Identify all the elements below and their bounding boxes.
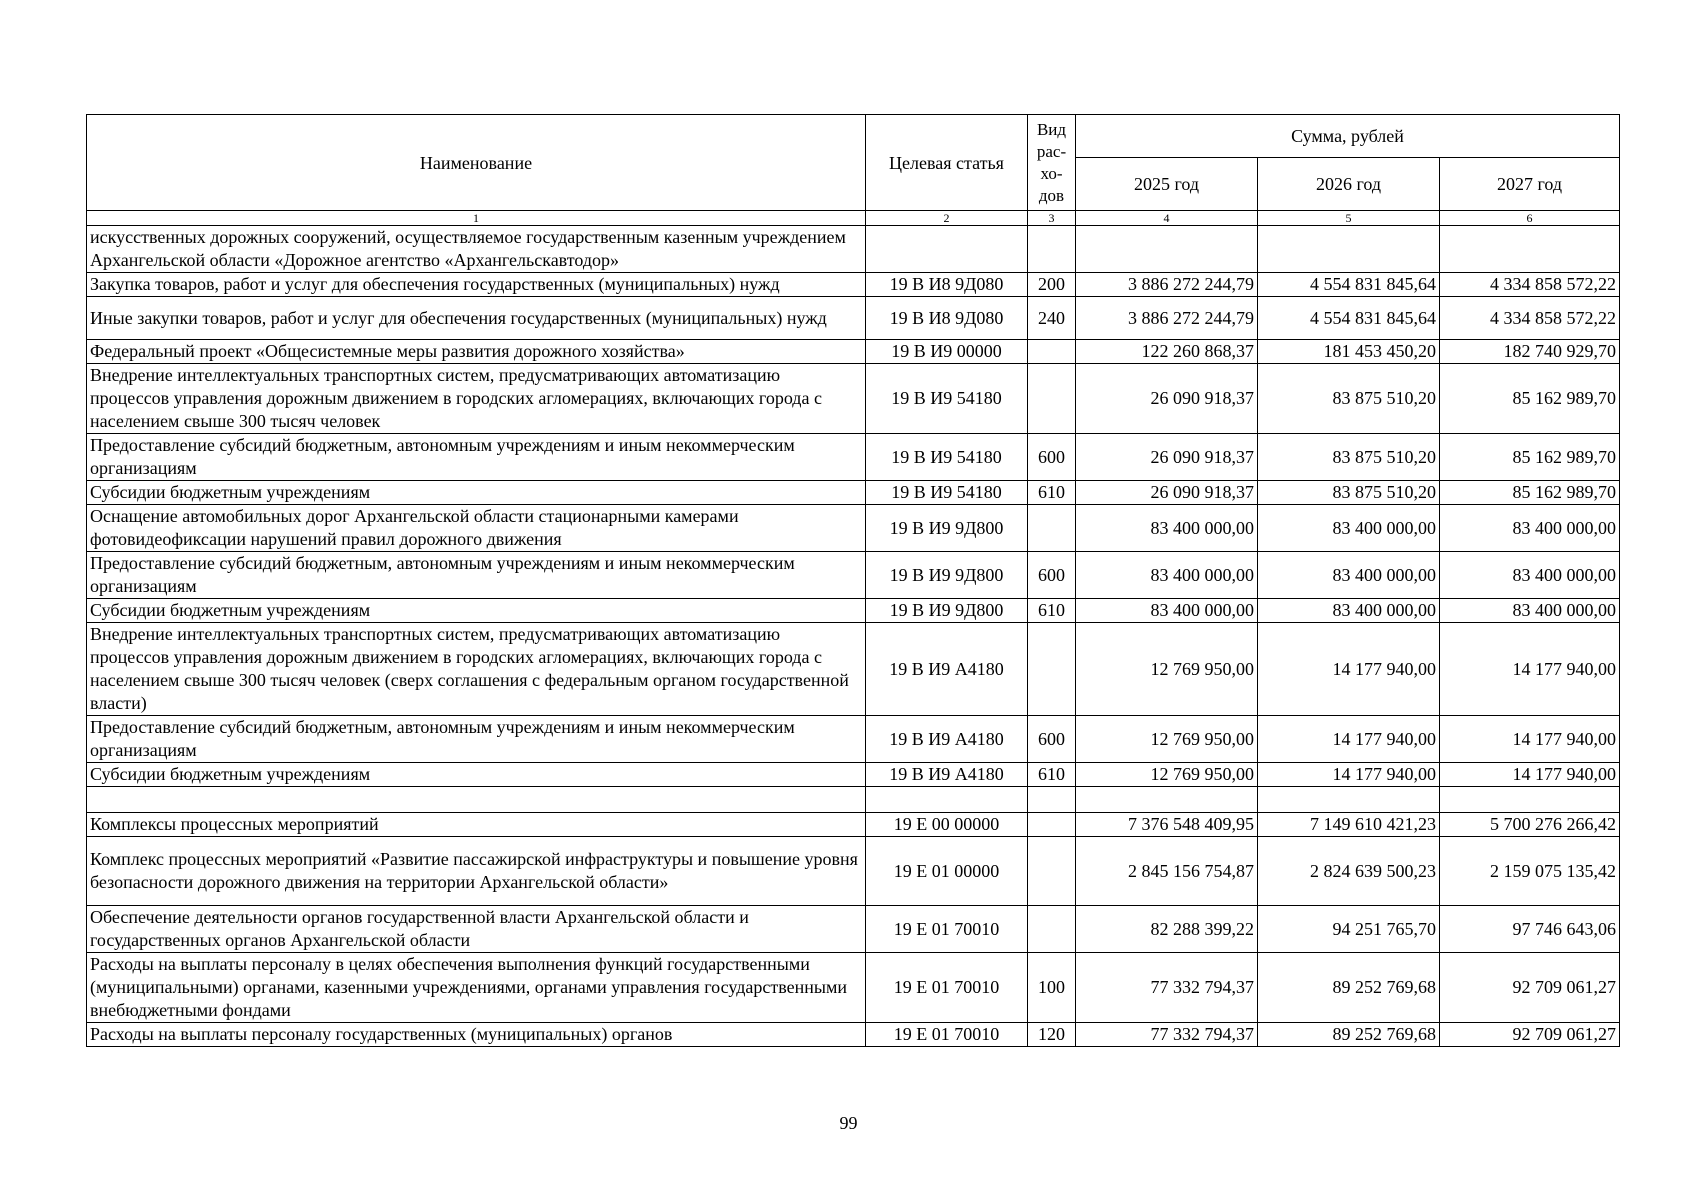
table-row	[87, 297, 1620, 340]
row-name: Внедрение интеллектуальных транспортных систем, предусматривающих автоматизацию процессов управления дорожным движением в городских агломерациях, включающих города с населением свыше 300 тысяч человек	[87, 364, 866, 434]
row-amount-2025: 82 288 399,22	[1076, 906, 1258, 953]
row-amount-2027: 83 400 000,00	[1440, 599, 1620, 623]
row-amount-2026: 7 149 610 421,23	[1258, 813, 1440, 837]
row-expense-type: 610	[1028, 481, 1076, 505]
row-name: Комплекс процессных мероприятий «Развитие пассажирской инфраструктуры и повышение уровня безопасности дорожного движения на территории Архангельской области»	[87, 837, 866, 906]
table-row	[87, 599, 1620, 623]
table-row	[87, 273, 1620, 297]
header-year-2026: 2026 год	[1258, 158, 1440, 211]
row-name: Федеральный проект «Общесистемные меры развития дорожного хозяйства»	[87, 340, 866, 364]
row-amount-2026: 14 177 940,00	[1258, 763, 1440, 787]
row-name: Обеспечение деятельности органов государственной власти Архангельской области и государственных органов Архангельской области	[87, 906, 866, 953]
row-name: Расходы на выплаты персоналу в целях обеспечения выполнения функций государственными (муниципальными) органами, казенными учреждениями, органами управления государственными внебюджетными фондами	[87, 953, 866, 1023]
table-row	[87, 364, 1620, 434]
row-expense-type: 610	[1028, 763, 1076, 787]
row-amount-2026: 83 875 510,20	[1258, 364, 1440, 434]
row-amount-2026: 83 400 000,00	[1258, 552, 1440, 599]
row-amount-2027: 97 746 643,06	[1440, 906, 1620, 953]
row-target-article: 19 Е 01 70010	[866, 953, 1028, 1023]
row-amount-2025: 83 400 000,00	[1076, 505, 1258, 552]
row-amount-2025: 12 769 950,00	[1076, 716, 1258, 763]
row-amount-2025: 122 260 868,37	[1076, 340, 1258, 364]
row-name: Закупка товаров, работ и услуг для обеспечения государственных (муниципальных) нужд	[87, 273, 866, 297]
row-expense-type	[1028, 340, 1076, 364]
table-row	[87, 813, 1620, 837]
row-target-article: 19 В И9 00000	[866, 340, 1028, 364]
header-expense-type-line: дов	[1038, 185, 1065, 205]
header-target-article: Целевая статья	[866, 115, 1028, 211]
row-amount-2026: 181 453 450,20	[1258, 340, 1440, 364]
row-expense-type	[1028, 906, 1076, 953]
row-amount-2027: 83 400 000,00	[1440, 552, 1620, 599]
header-expense-type-line: Вид	[1036, 119, 1067, 139]
row-amount-2027: 4 334 858 572,22	[1440, 297, 1620, 340]
row-amount-2026: 94 251 765,70	[1258, 906, 1440, 953]
row-name: Субсидии бюджетным учреждениям	[87, 599, 866, 623]
row-amount-2026: 14 177 940,00	[1258, 623, 1440, 716]
row-target-article	[866, 787, 1028, 813]
row-amount-2026: 89 252 769,68	[1258, 953, 1440, 1023]
table-row	[87, 1023, 1620, 1047]
row-amount-2025: 26 090 918,37	[1076, 364, 1258, 434]
table-row	[87, 340, 1620, 364]
row-expense-type	[1028, 226, 1076, 273]
row-expense-type: 600	[1028, 552, 1076, 599]
row-target-article: 19 В И9 9Д800	[866, 505, 1028, 552]
row-target-article: 19 Е 01 70010	[866, 1023, 1028, 1047]
row-amount-2026: 4 554 831 845,64	[1258, 297, 1440, 340]
table-row	[87, 787, 1620, 813]
row-name: искусственных дорожных сооружений, осуществляемое государственным казенным учреждением Архангельской области «Дорожное агентство «Архангельскавтодор»	[87, 226, 866, 273]
row-amount-2025: 3 886 272 244,79	[1076, 273, 1258, 297]
row-target-article: 19 В И9 54180	[866, 364, 1028, 434]
row-amount-2025: 12 769 950,00	[1076, 623, 1258, 716]
row-amount-2025: 2 845 156 754,87	[1076, 837, 1258, 906]
row-name: Субсидии бюджетным учреждениям	[87, 763, 866, 787]
row-expense-type	[1028, 505, 1076, 552]
row-expense-type	[1028, 813, 1076, 837]
row-target-article: 19 В И9 54180	[866, 434, 1028, 481]
row-amount-2027: 14 177 940,00	[1440, 716, 1620, 763]
row-amount-2025: 77 332 794,37	[1076, 953, 1258, 1023]
row-expense-type: 610	[1028, 599, 1076, 623]
row-amount-2027: 85 162 989,70	[1440, 481, 1620, 505]
row-amount-2027: 182 740 929,70	[1440, 340, 1620, 364]
row-expense-type: 200	[1028, 273, 1076, 297]
table-row	[87, 763, 1620, 787]
row-amount-2026: 4 554 831 845,64	[1258, 273, 1440, 297]
row-amount-2025	[1076, 226, 1258, 273]
header-expense-type-line: рас-	[1036, 141, 1067, 161]
table-row	[87, 837, 1620, 906]
table-row	[87, 505, 1620, 552]
page-number: 99	[839, 1113, 858, 1133]
row-amount-2026: 89 252 769,68	[1258, 1023, 1440, 1047]
row-expense-type: 100	[1028, 953, 1076, 1023]
row-amount-2026: 83 875 510,20	[1258, 481, 1440, 505]
row-target-article: 19 Е 00 00000	[866, 813, 1028, 837]
row-amount-2025: 77 332 794,37	[1076, 1023, 1258, 1047]
row-amount-2027: 83 400 000,00	[1440, 505, 1620, 552]
row-amount-2026	[1258, 787, 1440, 813]
row-name: Предоставление субсидий бюджетным, автономным учреждениям и иным некоммерческим организациям	[87, 434, 866, 481]
column-index: 6	[1440, 211, 1620, 226]
row-amount-2027: 92 709 061,27	[1440, 953, 1620, 1023]
row-target-article: 19 В И9 А4180	[866, 623, 1028, 716]
row-name: Предоставление субсидий бюджетным, автономным учреждениям и иным некоммерческим организациям	[87, 716, 866, 763]
row-name: Комплексы процессных мероприятий	[87, 813, 866, 837]
row-amount-2026: 14 177 940,00	[1258, 716, 1440, 763]
row-expense-type: 600	[1028, 434, 1076, 481]
row-amount-2025: 26 090 918,37	[1076, 481, 1258, 505]
header-expense-type-line: хо-	[1040, 163, 1063, 183]
row-name: Оснащение автомобильных дорог Архангельской области стационарными камерами фотовидеофиксации нарушений правил дорожного движения	[87, 505, 866, 552]
row-amount-2025	[1076, 787, 1258, 813]
row-amount-2025: 3 886 272 244,79	[1076, 297, 1258, 340]
row-expense-type: 600	[1028, 716, 1076, 763]
column-index: 1	[87, 211, 866, 226]
row-target-article: 19 В И9 А4180	[866, 716, 1028, 763]
table-row	[87, 716, 1620, 763]
row-amount-2025: 83 400 000,00	[1076, 552, 1258, 599]
row-target-article: 19 В И9 54180	[866, 481, 1028, 505]
row-name: Расходы на выплаты персоналу государственных (муниципальных) органов	[87, 1023, 866, 1047]
row-amount-2027: 85 162 989,70	[1440, 434, 1620, 481]
row-target-article: 19 Е 01 00000	[866, 837, 1028, 906]
header-name: Наименование	[87, 115, 866, 211]
row-amount-2027: 14 177 940,00	[1440, 623, 1620, 716]
row-name: Субсидии бюджетным учреждениям	[87, 481, 866, 505]
table-body	[87, 226, 1620, 1047]
row-amount-2027: 2 159 075 135,42	[1440, 837, 1620, 906]
row-target-article: 19 В И9 9Д800	[866, 552, 1028, 599]
row-amount-2025: 12 769 950,00	[1076, 763, 1258, 787]
row-amount-2025: 7 376 548 409,95	[1076, 813, 1258, 837]
row-name: Внедрение интеллектуальных транспортных систем, предусматривающих автоматизацию процессов управления дорожным движением в городских агломерациях, включающих города с населением свыше 300 тысяч человек (сверх соглашения с федеральным органом государственной власти)	[87, 623, 866, 716]
row-amount-2027: 14 177 940,00	[1440, 763, 1620, 787]
row-amount-2027: 5 700 276 266,42	[1440, 813, 1620, 837]
row-expense-type: 120	[1028, 1023, 1076, 1047]
row-amount-2025: 83 400 000,00	[1076, 599, 1258, 623]
table-row	[87, 552, 1620, 599]
row-amount-2026	[1258, 226, 1440, 273]
row-expense-type	[1028, 837, 1076, 906]
row-amount-2027	[1440, 787, 1620, 813]
column-index-row	[87, 211, 1620, 226]
row-target-article	[866, 226, 1028, 273]
column-index: 3	[1028, 211, 1076, 226]
row-name	[87, 787, 866, 813]
row-amount-2026: 83 875 510,20	[1258, 434, 1440, 481]
row-expense-type	[1028, 364, 1076, 434]
header-year-2025: 2025 год	[1076, 158, 1258, 211]
row-expense-type: 240	[1028, 297, 1076, 340]
header-sum: Сумма, рублей	[1076, 115, 1620, 158]
row-target-article: 19 В И9 А4180	[866, 763, 1028, 787]
row-amount-2027: 92 709 061,27	[1440, 1023, 1620, 1047]
column-index: 5	[1258, 211, 1440, 226]
budget-table	[86, 114, 1620, 1047]
header-expense-type	[1028, 115, 1076, 211]
row-amount-2027: 4 334 858 572,22	[1440, 273, 1620, 297]
row-expense-type	[1028, 623, 1076, 716]
row-name: Предоставление субсидий бюджетным, автономным учреждениям и иным некоммерческим организациям	[87, 552, 866, 599]
row-amount-2026: 83 400 000,00	[1258, 505, 1440, 552]
row-amount-2026: 83 400 000,00	[1258, 599, 1440, 623]
row-target-article: 19 В И9 9Д800	[866, 599, 1028, 623]
table-row	[87, 434, 1620, 481]
column-index: 4	[1076, 211, 1258, 226]
row-target-article: 19 В И8 9Д080	[866, 273, 1028, 297]
row-target-article: 19 В И8 9Д080	[866, 297, 1028, 340]
column-index: 2	[866, 211, 1028, 226]
row-target-article: 19 Е 01 70010	[866, 906, 1028, 953]
header-year-2027: 2027 год	[1440, 158, 1620, 211]
table-row	[87, 953, 1620, 1023]
row-amount-2026: 2 824 639 500,23	[1258, 837, 1440, 906]
table-row	[87, 226, 1620, 273]
table-row	[87, 906, 1620, 953]
table-row	[87, 623, 1620, 716]
row-amount-2027	[1440, 226, 1620, 273]
row-amount-2027: 85 162 989,70	[1440, 364, 1620, 434]
row-amount-2025: 26 090 918,37	[1076, 434, 1258, 481]
row-expense-type	[1028, 787, 1076, 813]
row-name: Иные закупки товаров, работ и услуг для обеспечения государственных (муниципальных) нужд	[87, 297, 866, 340]
table-row	[87, 481, 1620, 505]
